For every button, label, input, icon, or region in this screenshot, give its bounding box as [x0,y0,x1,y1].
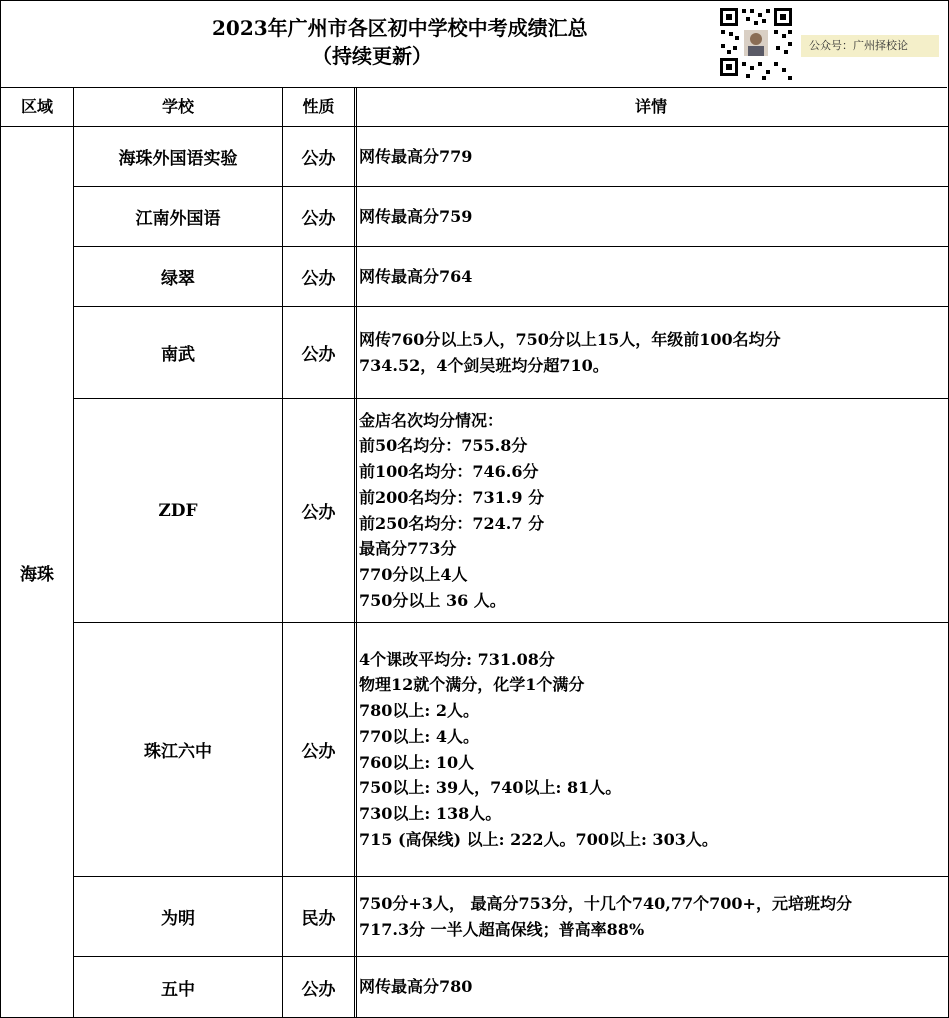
grid-line [354,88,355,1017]
school-detail: 网传最高分759 [359,206,473,226]
school-type: 公办 [301,269,336,289]
school-type: 民办 [301,909,336,929]
column-header-district: 区域 [20,97,53,116]
qr-code-icon [718,6,794,82]
school-name: 南武 [161,345,195,365]
wechat-account-badge: 公众号：广州择校论 [801,35,939,57]
school-detail: 网传最高分764 [359,266,473,286]
school-name: 为明 [161,909,195,929]
school-detail: 网传760分以上5人，750分以上15人，年级前100名均分 734.52，4个剑吴班均分超710。 [359,329,781,375]
school-name: 江南外国语 [135,209,221,229]
school-type: 公办 [301,345,336,365]
district-cell: 海珠 [20,564,54,585]
school-detail: 网传最高分779 [359,146,473,166]
school-detail: 金店名次均分情况： 前50名均分：755.8分 前100名均分：746.6分 前200名均分：731.9 分 前250名均分：724.7 分 最高分773分 770分以上4人 750分以上 36 人。 [359,410,545,610]
school-name: 珠江六中 [144,742,212,762]
school-name: 海珠外国语实验 [118,149,238,169]
title-line-1: 2023年广州市各区初中学校中考成绩汇总 [212,16,588,40]
school-name: ZDF [158,500,198,521]
school-detail: 网传最高分780 [359,977,473,997]
school-detail: 4个课改平均分: 731.08分 物理12就个满分，化学1个满分 780以上: 2人。 770以上: 4人。 760以上: 10人 750以上: 39人，740以上: 81人。 730以上: 138人。 715 (高保线) 以上: 222人。700以上: 303人。 [359,649,718,849]
column-header-type: 性质 [302,97,335,116]
page-title [140,14,740,70]
school-type: 公办 [301,209,336,229]
title-line-2: （持续更新） [312,44,432,68]
school-type: 公办 [301,503,336,523]
school-name: 五中 [161,979,195,1000]
page-header [0,0,947,88]
school-type: 公办 [301,742,336,762]
column-header-detail: 详情 [634,97,667,116]
school-detail: 750分+3人， 最高分753分，十几个740,77个700+，元培班均分 717.3分 一半人超高保线；普高率88% [359,893,852,939]
column-header-school: 学校 [161,97,194,116]
school-type: 公办 [301,149,336,169]
school-type: 公办 [301,979,336,1000]
school-name: 绿翠 [161,269,195,289]
